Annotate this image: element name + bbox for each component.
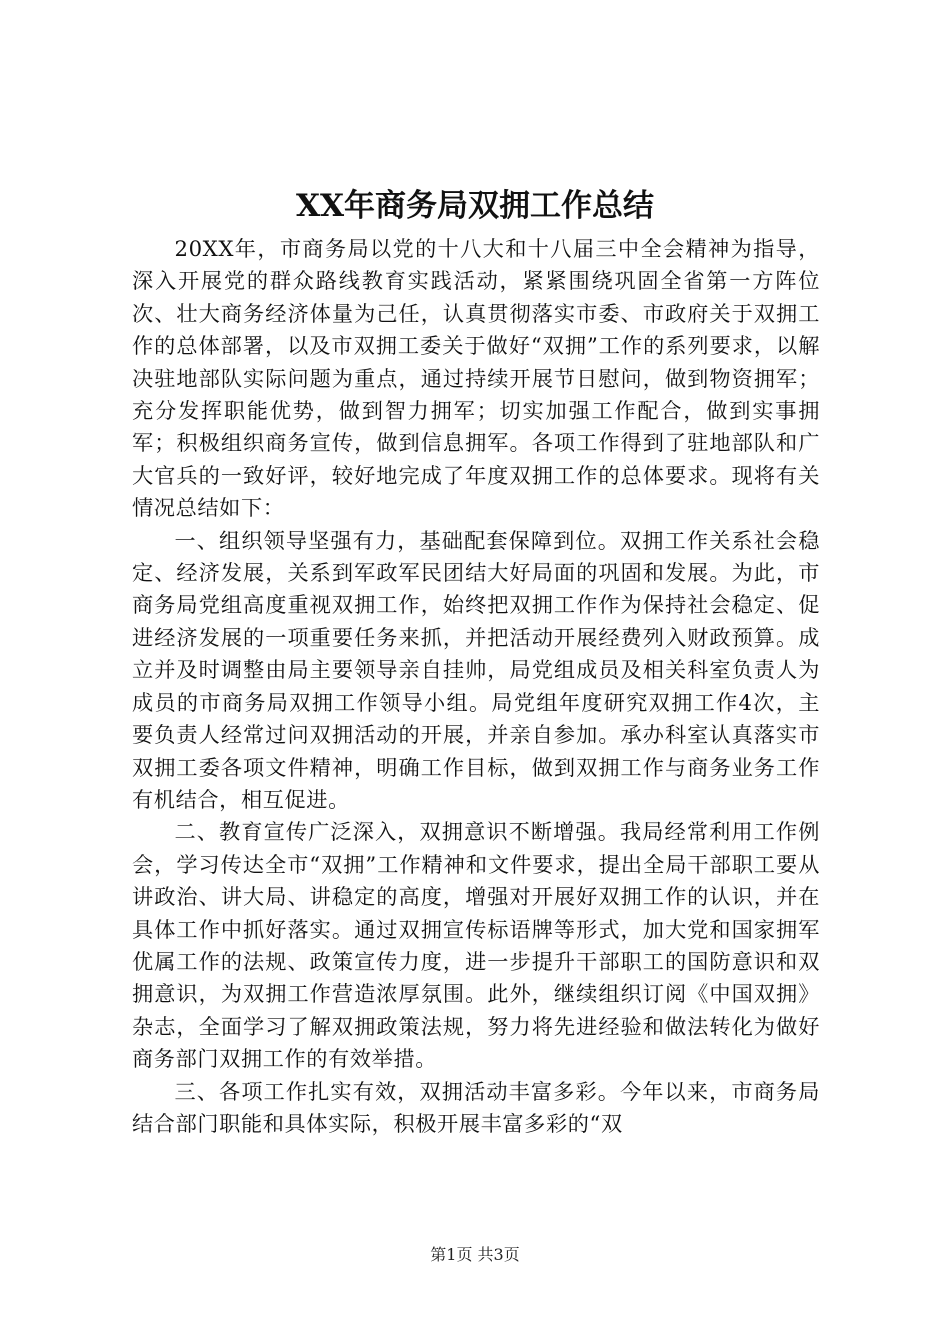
paragraph-section-3: 三、各项工作扎实有效，双拥活动丰富多彩。今年以来，市商务局结合部门职能和具体实际，积极开展丰富多彩的“双 [132,1078,820,1136]
paragraph-section-1: 一、组织领导坚强有力，基础配套保障到位。双拥工作关系社会稳定、经济发展，关系到军政军民团结大好局面的巩固和发展。为此，市商务局党组高度重视双拥工作，始终把双拥工作作为保持社会稳定、促进经济发展的一项重要任务来抓，并把活动开展经费列入财政预算。成立并及时调整由局主要领导亲自挂帅，局党组成员及相关科室负责人为成员的市商务局双拥工作领导小组。局党组年度研究双拥工作4次，主要负责人经常过问双拥活动的开展，并亲自参加。承办科室认真落实市双拥工委各项文件精神，明确工作目标，做到双拥工作与商务业务工作有机结合，相互促进。 [132,527,820,812]
document-title: XX年商务局双拥工作总结 [295,188,655,224]
paragraph-intro: 20XX年，市商务局以党的十八大和十八届三中全会精神为指导，深入开展党的群众路线教育实践活动，紧紧围绕巩固全省第一方阵位次、壮大商务经济体量为己任，认真贯彻落实市委、市政府关于双拥工作的总体部署，以及市双拥工委关于做好“双拥”工作的系列要求，以解决驻地部队实际问题为重点，通过持续开展节日慰问，做到物资拥军；充分发挥职能优势，做到智力拥军；切实加强工作配合，做到实事拥军；积极组织商务宣传，做到信息拥军。各项工作得到了驻地部队和广大官兵的一致好评，较好地完成了年度双拥工作的总体要求。现将有关情况总结如下： [132,236,820,521]
document-body [132,233,820,1140]
paragraph-section-2: 二、教育宣传广泛深入，双拥意识不断增强。我局经常利用工作例会，学习传达全市“双拥”工作精神和文件要求，提出全局干部职工要从讲政治、讲大局、讲稳定的高度，增强对开展好双拥工作的认识，并在具体工作中抓好落实。通过双拥宣传标语牌等形式，加大党和国家拥军优属工作的法规、政策宣传力度，进一步提升干部职工的国防意识和双拥意识，为双拥工作营造浓厚氛围。此外，继续组织订阅《中国双拥》杂志，全面学习了解双拥政策法规，努力将先进经验和做法转化为做好商务部门双拥工作的有效举措。 [132,819,820,1072]
page-number-footer: 第1页 共3页 [430,1245,520,1264]
